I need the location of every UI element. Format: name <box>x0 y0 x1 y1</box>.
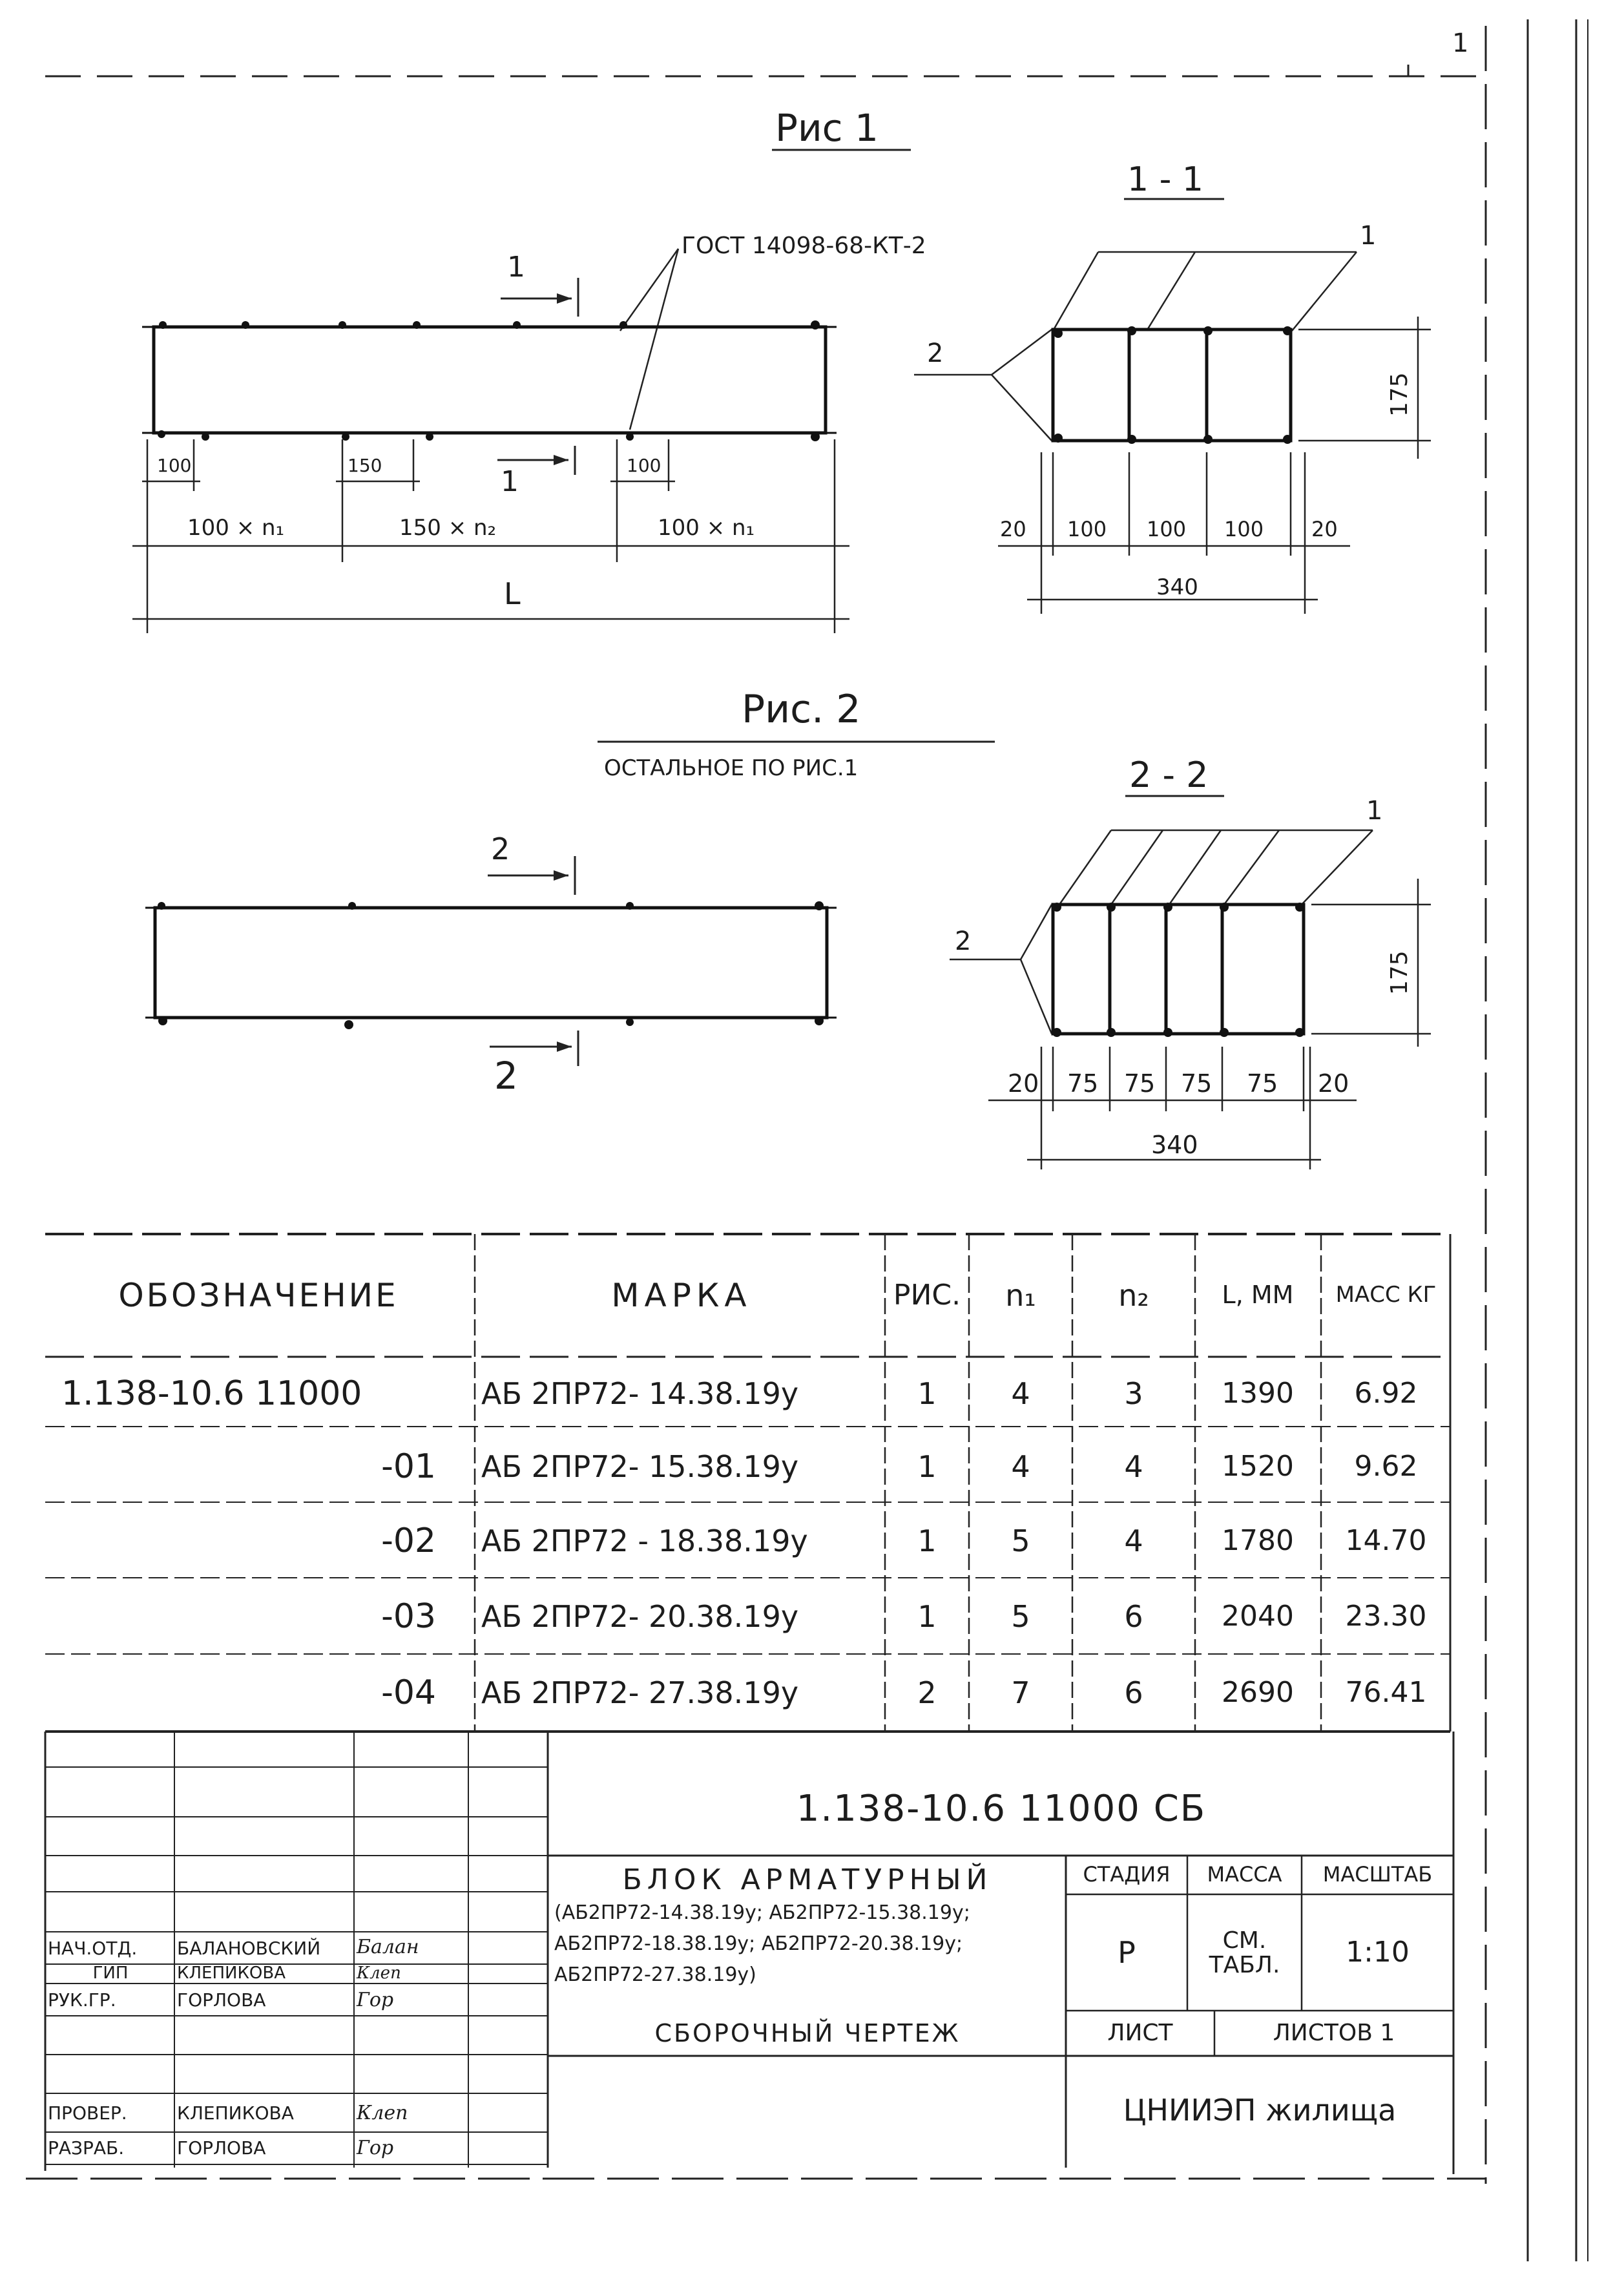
marks-line-2: АБ2ПР72-18.38.19у; АБ2ПР72-20.38.19у; <box>554 1932 963 1955</box>
row-n2: 4 <box>1124 1523 1143 1558</box>
section11-title: 1 - 1 <box>1127 160 1203 199</box>
section22-pos1: 1 <box>1366 796 1383 826</box>
fig1-frame <box>154 327 826 433</box>
section22-group <box>950 755 1431 1169</box>
section22-title: 2 - 2 <box>1129 755 1209 795</box>
staff-signature: Гор <box>357 1988 394 2011</box>
staff-role: ПРОВЕР. <box>48 2102 127 2124</box>
row-n2: 6 <box>1124 1675 1143 1710</box>
fig1-cut-top-label: 1 <box>507 251 525 284</box>
row-mass: 76.41 <box>1345 1675 1427 1709</box>
header-mass: МАСС КГ <box>1335 1282 1437 1308</box>
section11-d20a: 20 <box>1000 517 1026 541</box>
section22-pos2: 2 <box>955 926 972 956</box>
fig2-title: Рис. 2 <box>742 687 861 732</box>
staff-role: РАЗРАБ. <box>48 2137 125 2159</box>
section11-d100b: 100 <box>1147 517 1187 541</box>
staff-signature: Клеп <box>357 2101 408 2124</box>
doc-code: 1.138-10.6 11000 СБ <box>796 1787 1207 1830</box>
sheet-label: ЛИСТ <box>1107 2020 1173 2047</box>
fig2-frame <box>155 908 827 1018</box>
fig1-dim-100n1b: 100 × n₁ <box>658 515 755 541</box>
section11-d100a: 100 <box>1067 517 1107 541</box>
fig2-subtitle: ОСТАЛЬНОЕ ПО РИС.1 <box>604 755 859 781</box>
row-designation: -02 <box>381 1521 436 1560</box>
staff-role: РУК.ГР. <box>48 1989 116 2011</box>
row-designation: 1.138-10.6 11000 <box>61 1374 362 1414</box>
stage-value: Р <box>1118 1935 1136 1971</box>
fig1-dim-150: 150 <box>348 455 382 476</box>
doc-type: СБОРОЧНЫЙ ЧЕРТЕЖ <box>654 2018 961 2047</box>
row-mark: АБ 2ПР72- 14.38.19у <box>481 1376 799 1412</box>
row-mark: АБ 2ПР72- 27.38.19у <box>481 1675 799 1710</box>
row-mass: 9.62 <box>1354 1449 1418 1483</box>
fig2-cut-bottom-label: 2 <box>494 1054 518 1098</box>
section22-d75c: 75 <box>1181 1069 1213 1098</box>
row-designation: -01 <box>381 1447 436 1486</box>
header-n1: n₁ <box>1005 1277 1036 1313</box>
section11-pos2: 2 <box>927 339 944 368</box>
row-n1: 5 <box>1011 1598 1030 1634</box>
row-fig: 1 <box>917 1376 937 1412</box>
row-mass: 14.70 <box>1345 1523 1427 1557</box>
row-fig: 2 <box>917 1675 937 1710</box>
section11-group <box>914 160 1431 614</box>
staff-role: НАЧ.ОТД. <box>48 1937 138 1959</box>
fig1-cut-bottom-label: 1 <box>501 465 519 498</box>
fig2-cut-top-label: 2 <box>491 832 510 866</box>
section22-total: 340 <box>1151 1131 1198 1159</box>
mass-label: МАССА <box>1207 1862 1282 1887</box>
header-mark: МАРКА <box>611 1276 752 1314</box>
section11-pos1: 1 <box>1360 221 1377 251</box>
row-length: 1780 <box>1222 1523 1294 1557</box>
section11-total: 340 <box>1156 574 1198 600</box>
scale-label: МАСШТАБ <box>1322 1862 1433 1887</box>
row-designation: -04 <box>381 1673 436 1712</box>
row-n1: 4 <box>1011 1376 1030 1412</box>
row-n2: 3 <box>1124 1376 1143 1412</box>
row-n1: 4 <box>1011 1449 1030 1484</box>
stage-label: СТАДИЯ <box>1083 1862 1171 1887</box>
row-n1: 7 <box>1011 1675 1030 1710</box>
row-length: 1520 <box>1222 1449 1294 1483</box>
fig1-title: Рис 1 <box>775 106 879 150</box>
row-fig: 1 <box>917 1598 937 1634</box>
row-n1: 5 <box>1011 1523 1030 1558</box>
fig1-dim-100n1: 100 × n₁ <box>187 515 285 541</box>
scale-value: 1:10 <box>1346 1936 1410 1969</box>
marks-line-1: (АБ2ПР72-14.38.19у; АБ2ПР72-15.38.19у; <box>554 1901 970 1924</box>
section22-d75b: 75 <box>1124 1069 1156 1098</box>
staff-name: КЛЕПИКОВА <box>177 1963 286 1984</box>
row-designation: -03 <box>381 1596 436 1636</box>
row-length: 2040 <box>1222 1599 1294 1633</box>
header-length: L, ММ <box>1222 1281 1294 1310</box>
row-mark: АБ 2ПР72- 15.38.19у <box>481 1449 799 1484</box>
staff-signature: Клеп <box>357 1963 401 1984</box>
staff-name: БАЛАНОВСКИЙ <box>177 1937 321 1959</box>
staff-name: ГОРЛОВА <box>177 1989 266 2011</box>
header-fig: РИС. <box>893 1278 961 1312</box>
fig1-dim-100b: 100 <box>627 455 661 476</box>
sheets-label: ЛИСТОВ 1 <box>1273 2020 1395 2047</box>
row-mass: 6.92 <box>1354 1377 1418 1410</box>
fig1-gost-label: ГОСТ 14098-68-КТ-2 <box>682 233 926 259</box>
section11-d100c: 100 <box>1224 517 1264 541</box>
section22-height: 175 <box>1386 950 1413 995</box>
fig2-group <box>145 687 995 1098</box>
fig1-group <box>132 106 926 633</box>
row-fig: 1 <box>917 1523 937 1558</box>
sheet-number: 1 <box>1452 28 1469 58</box>
row-mark: АБ 2ПР72- 20.38.19у <box>481 1598 799 1634</box>
row-mark: АБ 2ПР72 - 18.38.19у <box>481 1523 808 1558</box>
staff-name: КЛЕПИКОВА <box>177 2102 294 2124</box>
row-mass: 23.30 <box>1345 1599 1427 1633</box>
product-name: БЛОК АРМАТУРНЫЙ <box>622 1863 993 1896</box>
section22-d20a: 20 <box>1008 1069 1039 1098</box>
fig1-dim-L: L <box>504 576 521 611</box>
row-length: 2690 <box>1222 1675 1294 1709</box>
organization: ЦНИИЭП жилища <box>1123 2092 1397 2128</box>
section22-d75a: 75 <box>1067 1069 1099 1098</box>
section11-d20b: 20 <box>1311 517 1338 541</box>
staff-signature: Гор <box>357 2137 394 2160</box>
fig1-dim-150n2: 150 × n₂ <box>399 515 497 541</box>
staff-signature: Балан <box>357 1936 419 1959</box>
row-fig: 1 <box>917 1449 937 1484</box>
marks-line-3: АБ2ПР72-27.38.19у) <box>554 1963 756 1986</box>
fig1-dim-100: 100 <box>157 455 192 476</box>
header-n2: n₂ <box>1118 1277 1149 1313</box>
row-n2: 6 <box>1124 1598 1143 1634</box>
section11-height: 175 <box>1386 372 1413 417</box>
header-designation: ОБОЗНАЧЕНИЕ <box>118 1276 399 1314</box>
staff-role: ГИП <box>92 1963 129 1984</box>
staff-name: ГОРЛОВА <box>177 2137 266 2159</box>
section22-d20b: 20 <box>1318 1069 1349 1098</box>
row-n2: 4 <box>1124 1449 1143 1484</box>
row-length: 1390 <box>1222 1377 1294 1410</box>
section22-d75d: 75 <box>1247 1069 1278 1098</box>
mass-value: СМ. ТАБЛ. <box>1209 1927 1280 1978</box>
